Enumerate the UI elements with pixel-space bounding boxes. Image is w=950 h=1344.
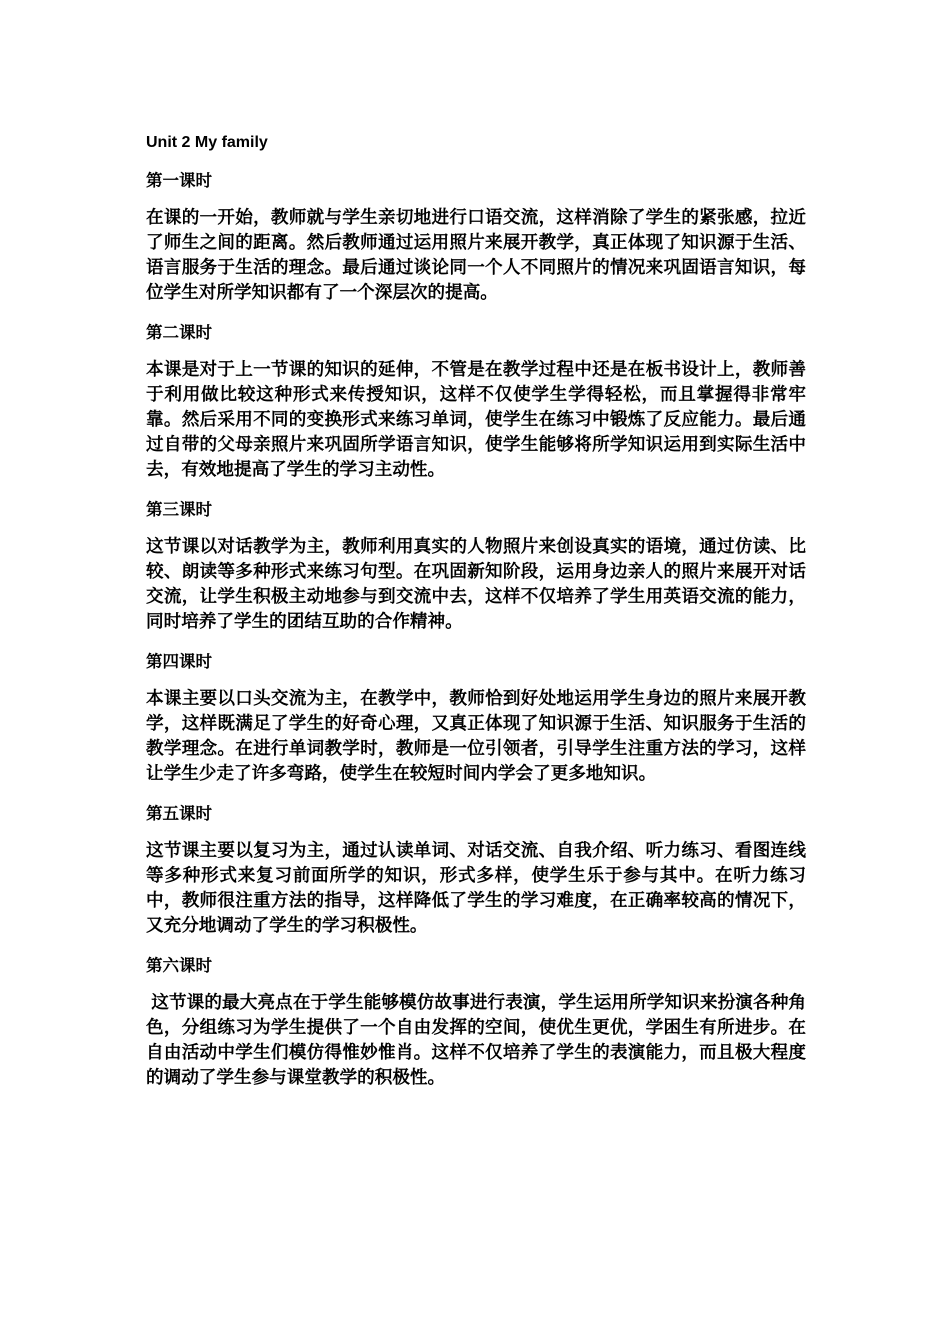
document-page	[146, 131, 806, 1106]
section-body: 这节课的最大亮点在于学生能够模仿故事进行表演，学生运用所学知识来扮演各种角色，分组练习为学生提供了一个自由发挥的空间，使优生更优，学困生有所进步。在自由活动中学生们模仿得惟妙惟肖。这样不仅培养了学生的表演能力，而且极大程度的调动了学生参与课堂教学的积极性。	[146, 993, 806, 1088]
section-heading: 第二课时	[146, 323, 212, 342]
document-title: Unit 2 My family	[146, 134, 268, 151]
section-heading: 第六课时	[146, 956, 212, 975]
section-lesson-1	[146, 169, 806, 306]
section-body: 这节课主要以复习为主，通过认读单词、对话交流、自我介绍、听力练习、看图连线等多种形式来复习前面所学的知识，形式多样，使学生乐于参与其中。在听力练习中，教师很注重方法的指导，这样降低了学生的学习难度，在正确率较高的情况下，又充分地调动了学生的学习积极性。	[146, 841, 806, 936]
section-body: 本课是对于上一节课的知识的延伸，不管是在教学过程中还是在板书设计上，教师善于利用做比较这种形式来传授知识，这样不仅使学生学得轻松，而且掌握得非常牢靠。然后采用不同的变换形式来练习单词，使学生在练习中锻炼了反应能力。最后通过自带的父母亲照片来巩固所学语言知识，使学生能够将所学知识运用到实际生活中去，有效地提高了学生的学习主动性。	[146, 360, 806, 480]
section-heading: 第四课时	[146, 652, 212, 671]
section-body: 在课的一开始，教师就与学生亲切地进行口语交流，这样消除了学生的紧张感，拉近了师生之间的距离。然后教师通过运用照片来展开教学，真正体现了知识源于生活、语言服务于生活的理念。最后通过谈论同一个人不同照片的情况来巩固语言知识，每位学生对所学知识都有了一个深层次的提高。	[146, 208, 806, 303]
section-body: 这节课以对话教学为主，教师利用真实的人物照片来创设真实的语境，通过仿读、比较、朗读等多种形式来练习句型。在巩固新知阶段，运用身边亲人的照片来展开对话交流，让学生积极主动地参与到交流中去，这样不仅培养了学生用英语交流的能力，同时培养了学生的团结互助的合作精神。	[146, 537, 806, 632]
section-heading: 第三课时	[146, 500, 212, 519]
section-heading: 第五课时	[146, 804, 212, 823]
section-lesson-4	[146, 650, 806, 787]
section-lesson-5	[146, 802, 806, 939]
section-body: 本课主要以口头交流为主，在教学中，教师恰到好处地运用学生身边的照片来展开教学，这样既满足了学生的好奇心理，又真正体现了知识源于生活、知识服务于生活的教学理念。在进行单词教学时，教师是一位引领者，引导学生注重方法的学习，这样让学生少走了许多弯路，使学生在较短时间内学会了更多地知识。	[146, 689, 806, 784]
section-lesson-3	[146, 498, 806, 635]
section-heading: 第一课时	[146, 171, 212, 190]
section-lesson-2	[146, 321, 806, 483]
section-lesson-6	[146, 954, 806, 1091]
